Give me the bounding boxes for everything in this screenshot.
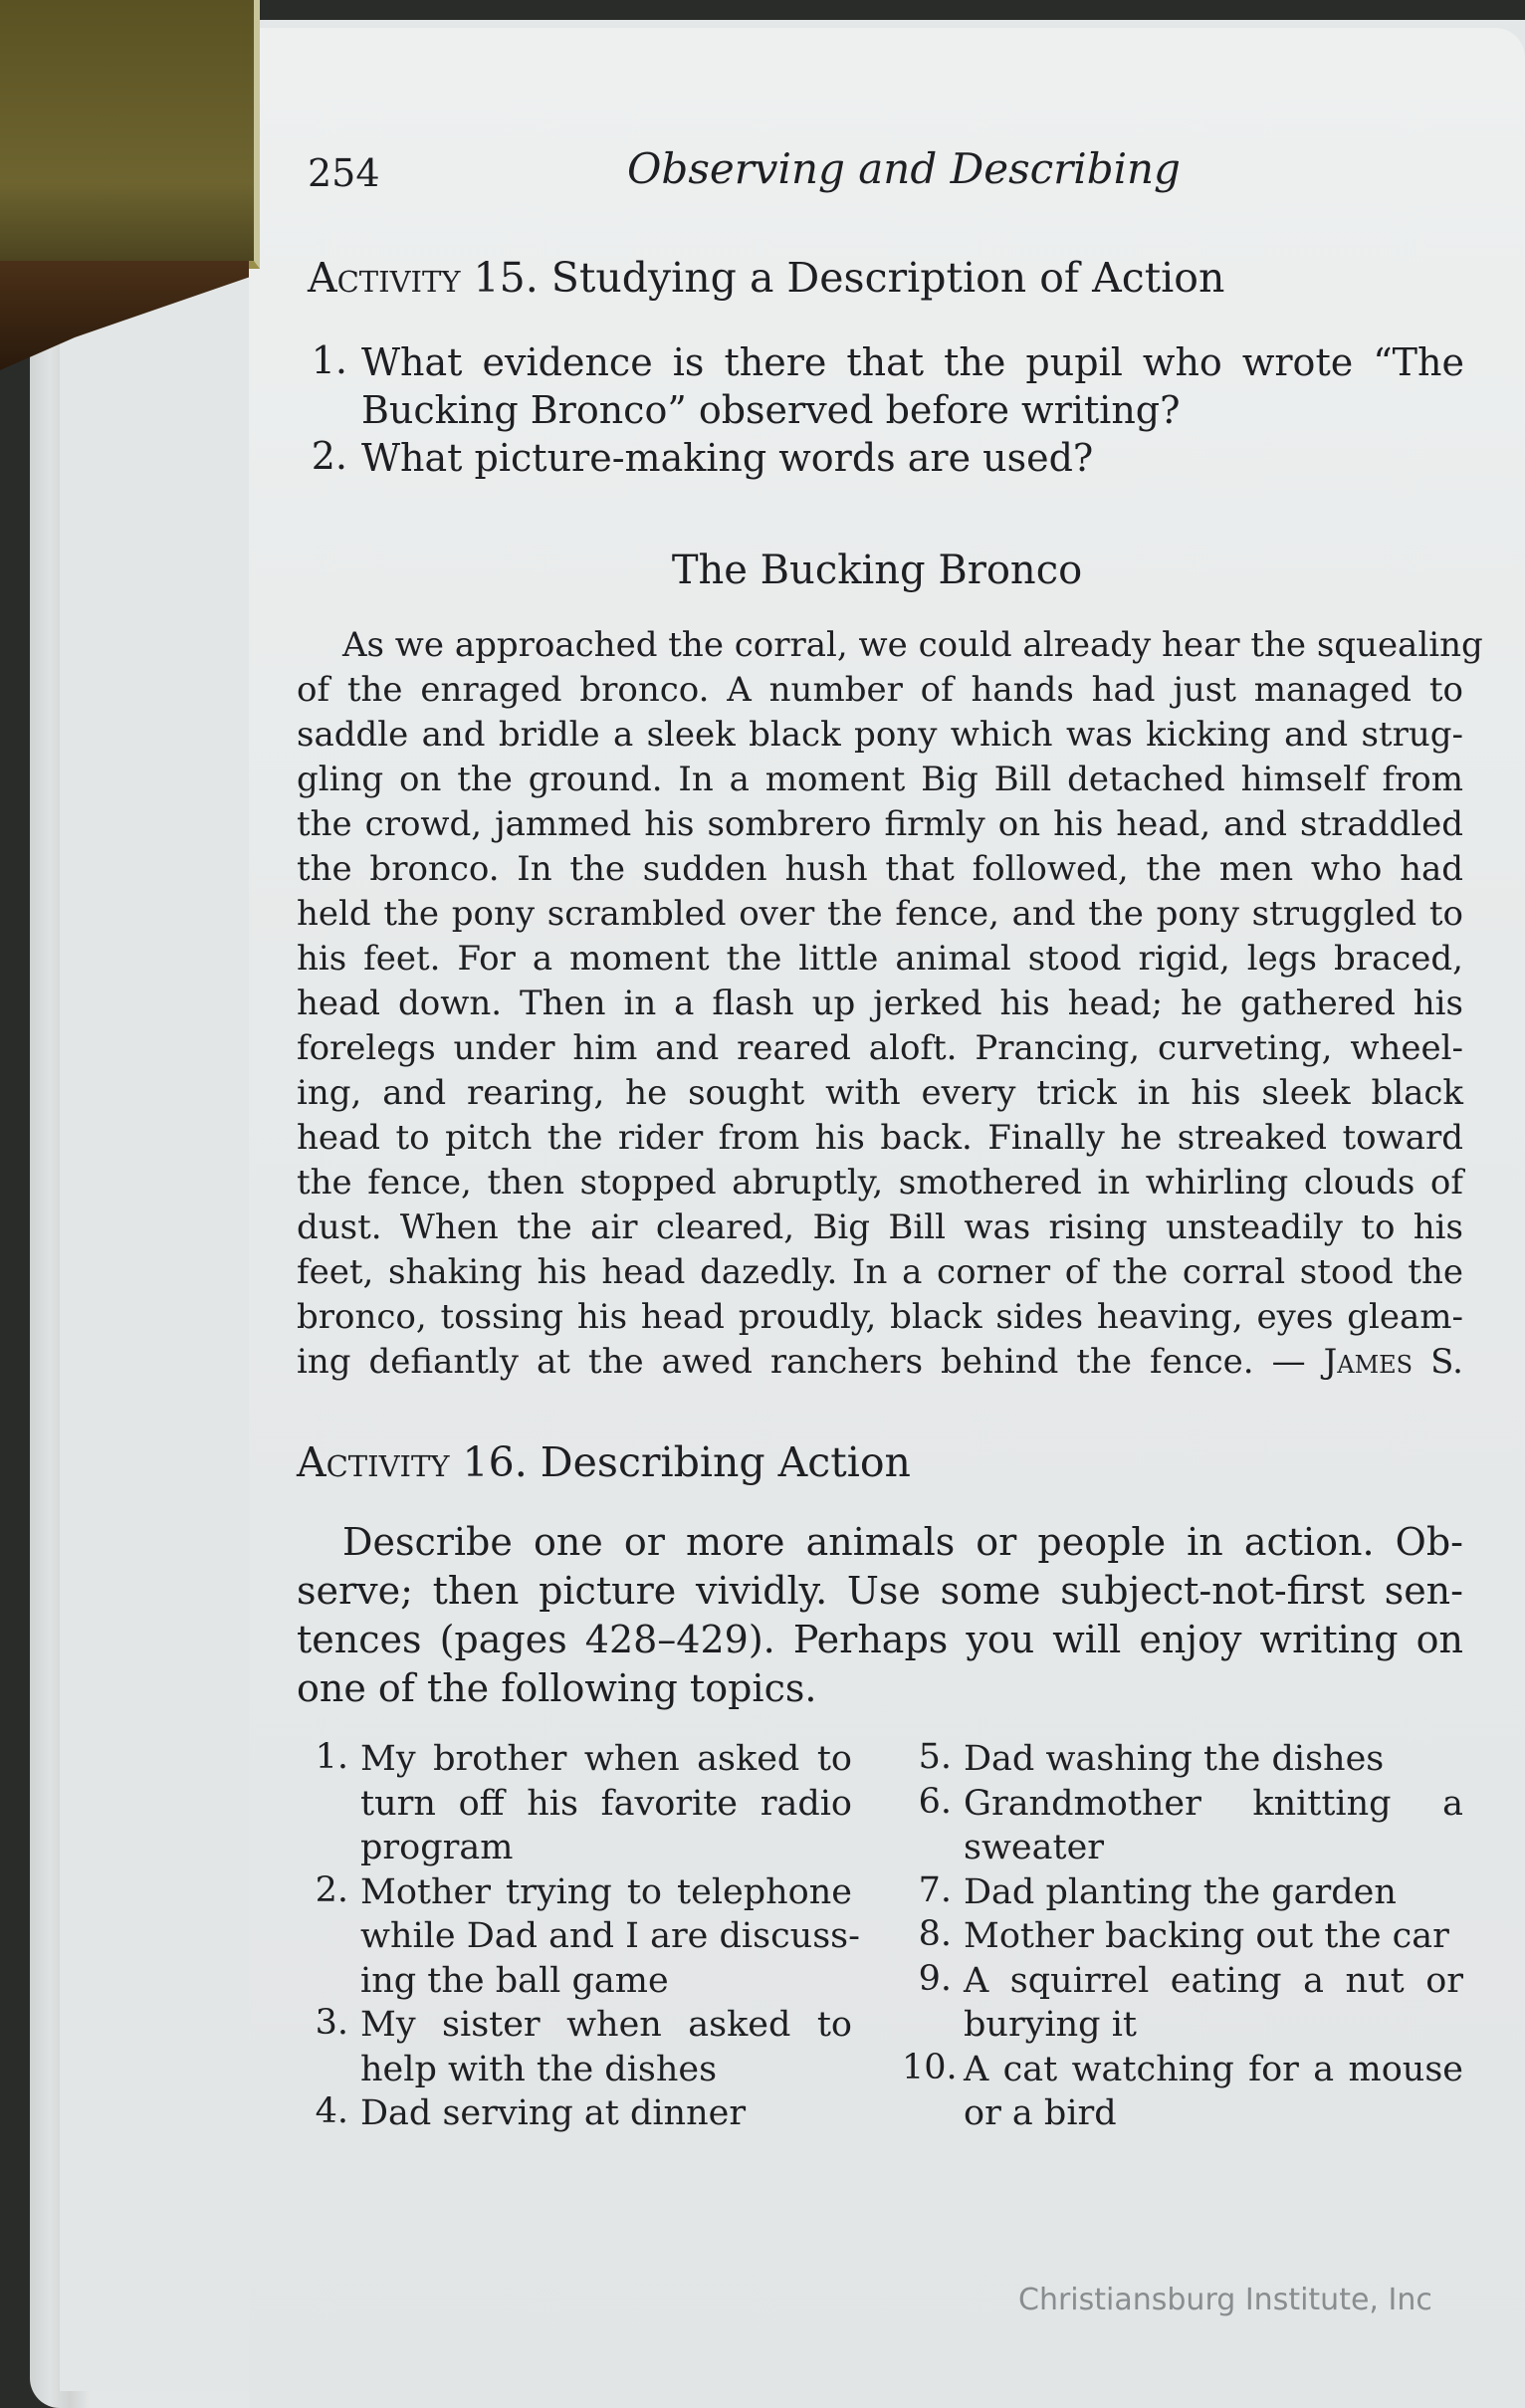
story-line — [297, 1161, 1463, 1205]
story-line — [297, 847, 1463, 892]
topic-item — [299, 1869, 860, 2004]
story-line — [297, 623, 1483, 668]
question-list — [308, 338, 1464, 482]
story-line — [297, 668, 1463, 713]
topic-item — [299, 2091, 852, 2136]
topic-line: Mother backing out the car — [964, 1916, 1449, 1956]
story-line-text: saddle and bridle a sleek black pony which was kicking and strug- — [297, 715, 1463, 755]
activity-16-heading — [297, 1438, 911, 1486]
question-line: What picture-making words are used? — [361, 436, 1094, 480]
topic-item — [902, 1870, 1463, 1915]
topic-line: My sister when asked to — [360, 2005, 852, 2045]
story-line-text: bronco, tossing his head proudly, black sides heaving, eyes gleam- — [297, 1297, 1463, 1337]
topic-number: 8. — [918, 1914, 952, 1954]
story-line-text: his feet. For a moment the little animal stood rigid, legs braced, — [297, 939, 1463, 979]
topic-line: Grandmother knitting a — [964, 1783, 1463, 1824]
story-line — [297, 1340, 1463, 1385]
topic-number: 2. — [315, 1869, 348, 1910]
story-line-text: ing defiantly at the awed ranchers behind the fence. — — [297, 1342, 1306, 1382]
story-line — [297, 802, 1463, 847]
story-author: James S. — [1323, 1342, 1463, 1382]
topic-line: Dad washing the dishes — [964, 1739, 1385, 1779]
question-item — [308, 434, 1464, 482]
story-line — [297, 713, 1463, 758]
story-line-text: feet, shaking his head dazedly. In a corner of the corral stood the — [297, 1252, 1463, 1292]
topic-line: Dad planting the garden — [964, 1871, 1397, 1912]
topic-item — [902, 1959, 1463, 2048]
story-line-text: the fence, then stopped abruptly, smothered in whirling clouds of — [297, 1163, 1463, 1203]
topic-item — [902, 2048, 1463, 2136]
instruction-line: tences (pages 428–429). Perhaps you will enjoy writing on — [297, 1618, 1463, 1661]
story-text — [297, 623, 1483, 1385]
story-line — [297, 1026, 1463, 1071]
topic-line: My brother when asked to — [360, 1739, 852, 1779]
topic-line: burying it — [964, 2005, 1137, 2045]
topic-line: A cat watching for a mouse — [964, 2049, 1463, 2089]
topic-item — [902, 1782, 1463, 1870]
instruction-line: one of the following topics. — [297, 1666, 817, 1710]
question-line: What evidence is there that the pupil who wrote “The — [361, 340, 1464, 384]
topic-list-left — [299, 1737, 860, 2136]
topic-item — [299, 2003, 852, 2091]
watermark: Christiansburg Institute, Inc — [1018, 2283, 1432, 2317]
story-line-text: held the pony scrambled over the fence, and the pony struggled to — [297, 894, 1463, 934]
topic-line: Mother trying to telephone — [360, 1871, 852, 1912]
question-line: Bucking Bronco” observed before writing? — [361, 388, 1181, 432]
page-number: 254 — [308, 151, 380, 195]
story-line-text: As we approached the corral, we could already hear the squealing — [342, 625, 1483, 665]
story-line-text: head down. Then in a flash up jerked his head; he gathered his — [297, 984, 1463, 1023]
story-line — [297, 1116, 1463, 1161]
story-line-text: ing, and rearing, he sought with every trick in his sleek black — [297, 1073, 1463, 1113]
topic-item — [902, 1737, 1463, 1782]
topic-line: Dad serving at dinner — [360, 2093, 747, 2133]
activity-title: 15. Studying a Description of Action — [473, 254, 1225, 302]
question-number: 1. — [311, 338, 347, 382]
question-item — [308, 338, 1464, 434]
story-line — [297, 1295, 1463, 1340]
topic-number: 3. — [315, 2003, 348, 2043]
topic-list-right — [902, 1737, 1463, 2136]
topic-number: 7. — [918, 1869, 952, 1910]
story-line-text: head to pitch the rider from his back. Finally he streaked toward — [297, 1118, 1463, 1158]
story-line-text: the crowd, jammed his sombrero firmly on his head, and straddled — [297, 804, 1463, 844]
story-line — [297, 892, 1463, 937]
topic-line: while Dad and I are discuss- — [360, 1916, 860, 1956]
story-line-text: of the enraged bronco. A number of hands had just managed to — [297, 670, 1463, 710]
topic-line: or a bird — [964, 2093, 1117, 2133]
story-line — [297, 1071, 1463, 1116]
topic-number: 6. — [918, 1781, 952, 1822]
instruction-line: serve; then picture vividly. Use some subject-not-first sen- — [297, 1569, 1463, 1613]
story-line — [297, 1250, 1463, 1295]
bookmark — [0, 0, 260, 269]
topic-line: sweater — [964, 1828, 1105, 1867]
story-line-text: the bronco. In the sudden hush that followed, the men who had — [297, 849, 1463, 889]
activity-label: Activity — [308, 254, 461, 302]
topic-line: help with the dishes — [360, 2049, 718, 2089]
story-line-text: gling on the ground. In a moment Big Bill detached himself from — [297, 760, 1463, 799]
activity-title: 16. Describing Action — [462, 1438, 911, 1486]
instruction-line: Describe one or more animals or people in action. Ob- — [342, 1520, 1463, 1564]
question-number: 2. — [311, 434, 347, 478]
topic-item — [299, 1737, 852, 1870]
topic-number: 1. — [315, 1737, 348, 1777]
topic-number: 9. — [918, 1958, 952, 1999]
running-title: Observing and Describing — [627, 144, 1181, 193]
topic-number: 4. — [315, 2091, 348, 2131]
activity-15-heading — [308, 254, 1224, 302]
story-line — [297, 758, 1463, 802]
story-line-text: dust. When the air cleared, Big Bill was rising unsteadily to his — [297, 1207, 1463, 1247]
story-line — [297, 1205, 1463, 1250]
activity-16-instructions — [297, 1518, 1463, 1713]
topic-line: turn off his favorite radio — [360, 1783, 852, 1824]
activity-label: Activity — [297, 1438, 450, 1486]
story-line-text: forelegs under him and reared aloft. Prancing, curveting, wheel- — [297, 1028, 1463, 1068]
story-line — [297, 982, 1463, 1026]
story-line — [297, 937, 1463, 982]
topic-line: A squirrel eating a nut or — [964, 1960, 1463, 2001]
topic-line: ing the ball game — [360, 1960, 669, 2001]
topic-number: 5. — [918, 1737, 952, 1777]
story-title: The Bucking Bronco — [671, 547, 1083, 593]
topic-item — [902, 1914, 1463, 1959]
topic-number: 10. — [902, 2047, 958, 2087]
topic-line: program — [360, 1828, 514, 1867]
